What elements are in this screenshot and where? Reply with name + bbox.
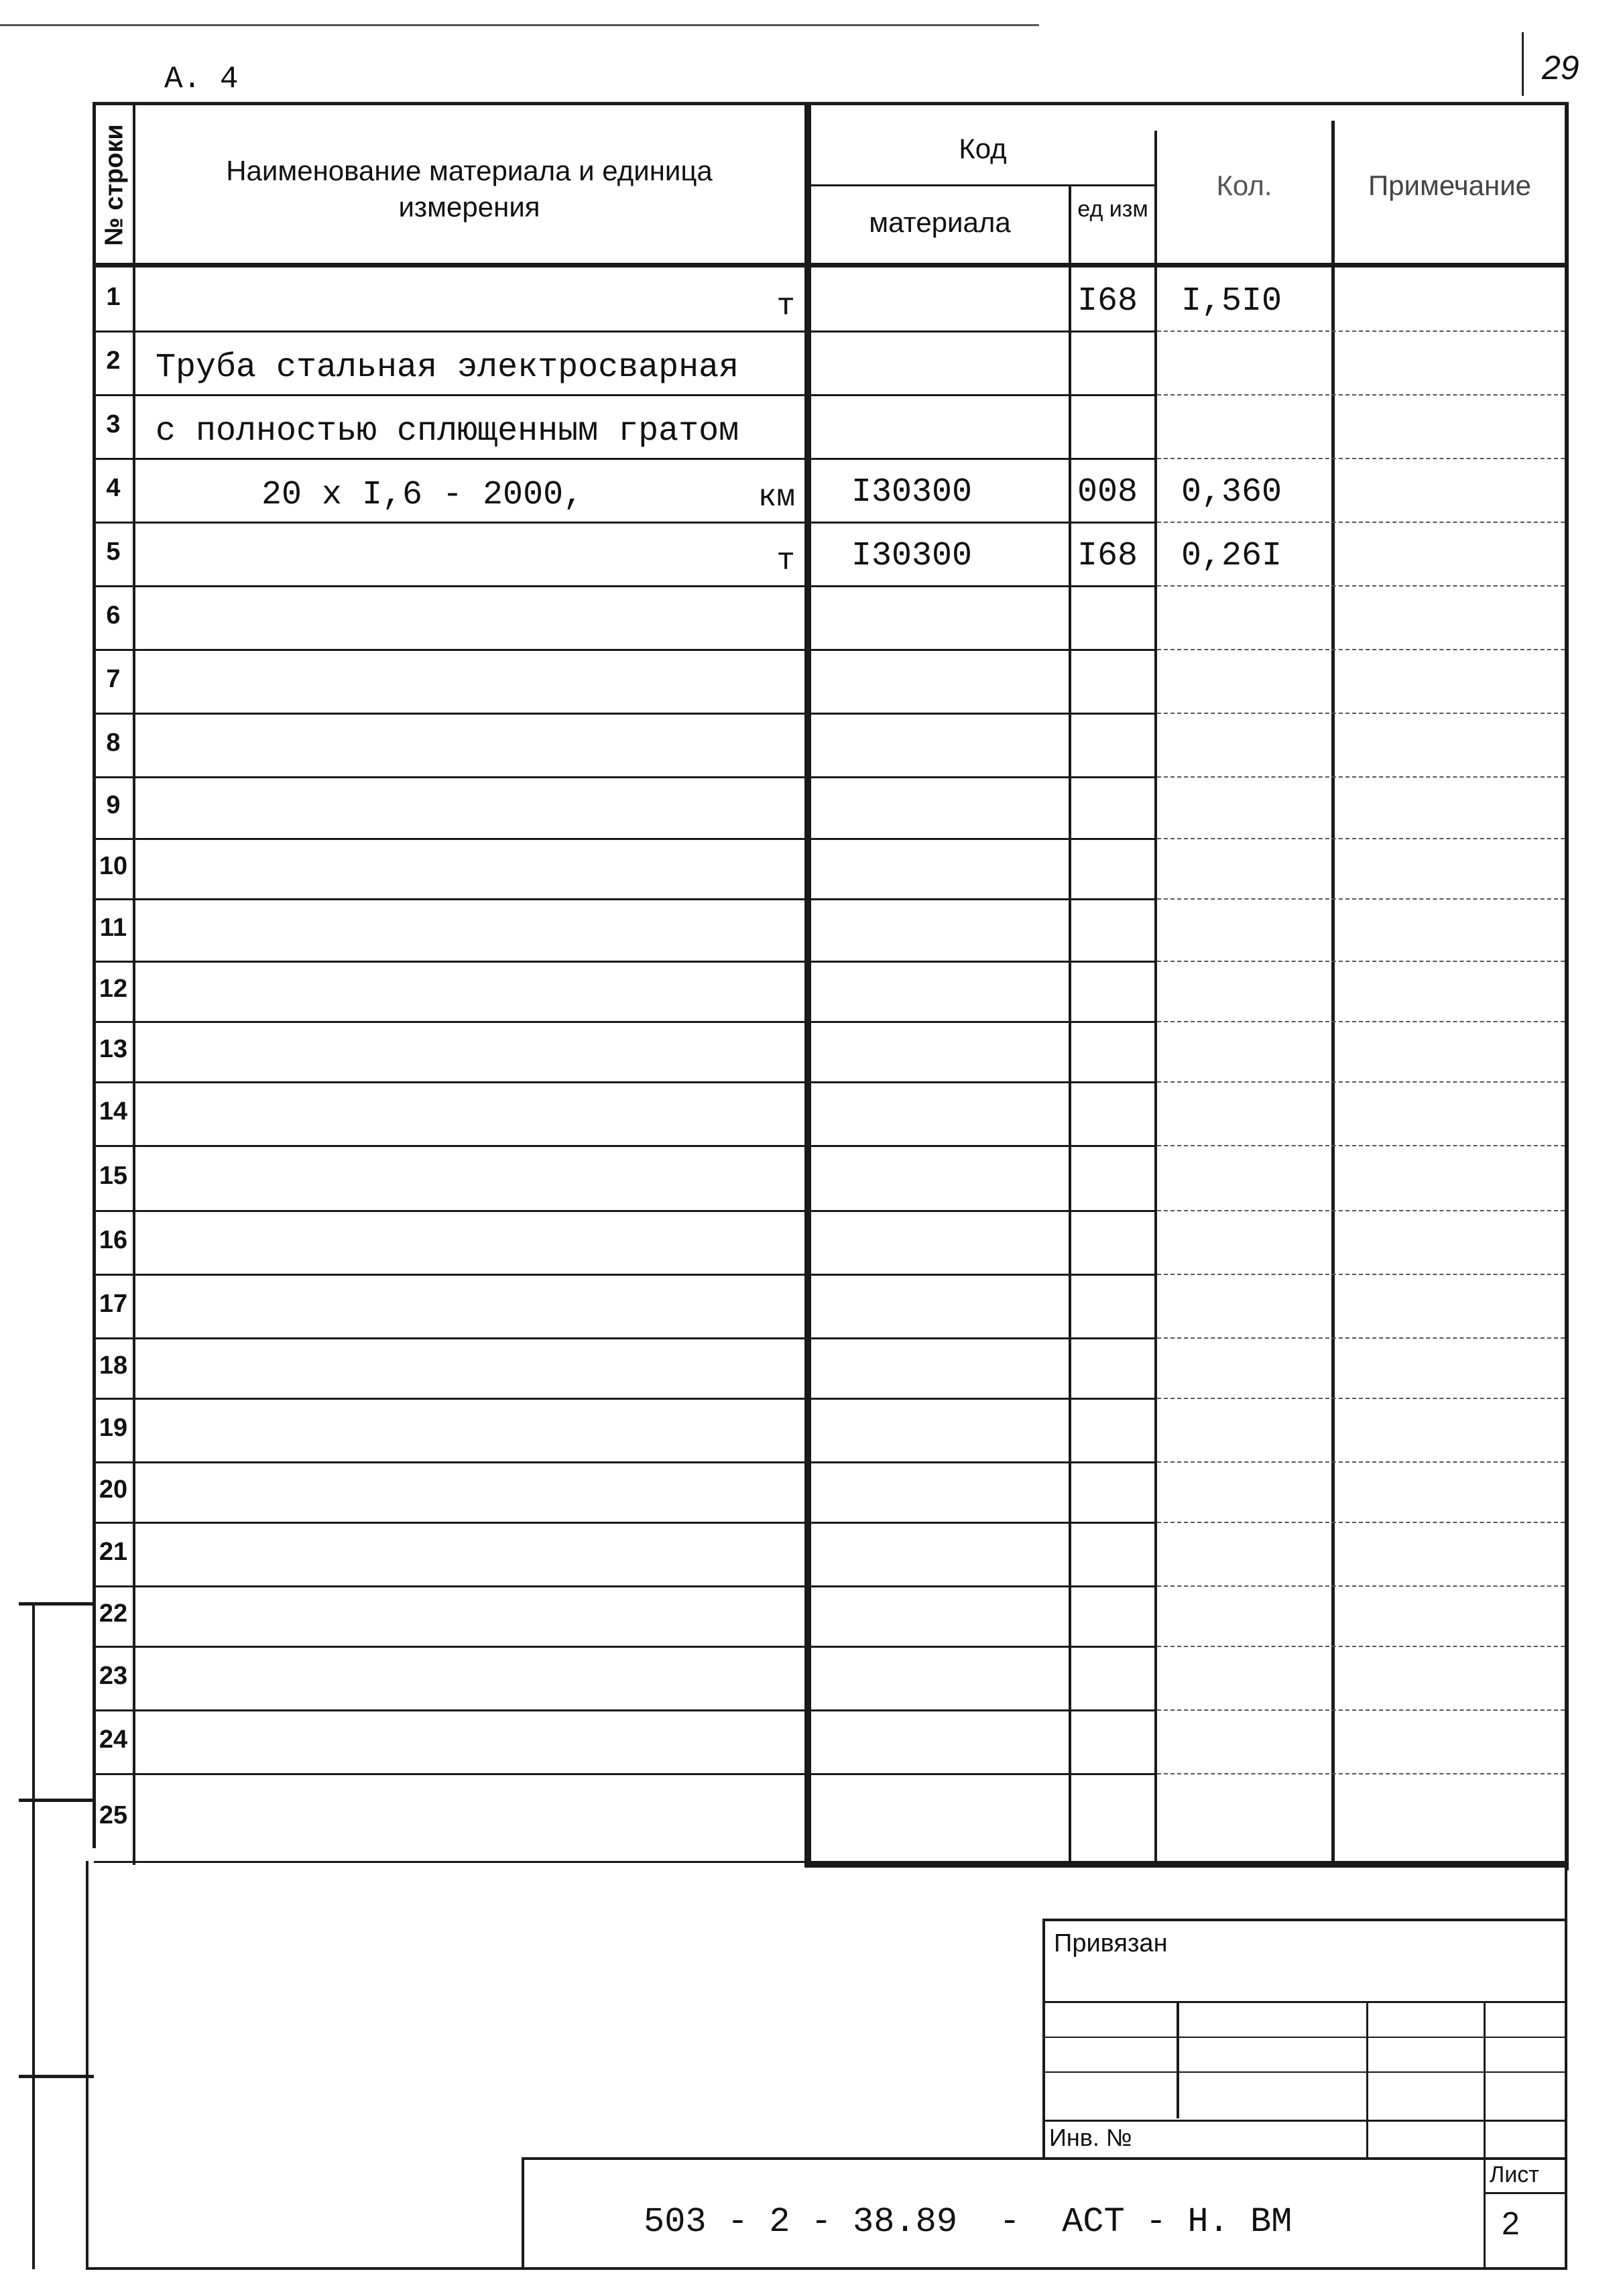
row-number: 20 bbox=[99, 1475, 128, 1504]
row-number: 5 bbox=[106, 537, 121, 566]
rownum-bottom-border bbox=[94, 1861, 806, 1863]
row-divider bbox=[94, 898, 808, 900]
row-divider-dashed bbox=[1157, 1461, 1565, 1463]
row-divider bbox=[811, 1081, 1154, 1083]
code-header: Код bbox=[959, 133, 1007, 164]
row-divider bbox=[811, 1709, 1154, 1711]
row-number: 9 bbox=[106, 791, 121, 819]
row-name: Труба стальная электросварная bbox=[156, 349, 739, 387]
table-bottom-border bbox=[804, 1861, 1569, 1868]
row-number: 19 bbox=[99, 1413, 128, 1442]
row-number: 12 bbox=[99, 975, 128, 1003]
row-divider bbox=[94, 330, 808, 333]
stamp-top-line bbox=[1042, 1919, 1565, 1921]
frame-left-line bbox=[86, 1861, 88, 2270]
row-divider bbox=[94, 394, 808, 396]
row-divider bbox=[94, 776, 808, 778]
row-divider bbox=[811, 1522, 1154, 1524]
code-unit-header: ед изм bbox=[1077, 196, 1148, 222]
stamp-row-line bbox=[1042, 2037, 1565, 2038]
code-unit-divider bbox=[1069, 184, 1071, 1865]
qty-header: Кол. bbox=[1216, 170, 1272, 201]
row-material-code: I30300 bbox=[851, 473, 973, 511]
row-number: 22 bbox=[99, 1599, 128, 1628]
frame-bottom-line bbox=[86, 2267, 1567, 2270]
row-number: 8 bbox=[106, 728, 121, 757]
row-number: 3 bbox=[106, 410, 121, 438]
row-divider bbox=[811, 1646, 1154, 1648]
row-number: 7 bbox=[106, 664, 121, 693]
bound-label: Привязан bbox=[1054, 1929, 1168, 1957]
row-number: 24 bbox=[99, 1725, 128, 1754]
header-bottom-border bbox=[94, 263, 1567, 267]
row-divider-dashed bbox=[1157, 776, 1565, 778]
row-no-header-text: № строки bbox=[100, 124, 128, 246]
row-divider bbox=[94, 838, 808, 840]
stamp-row-line bbox=[1042, 2001, 1565, 2003]
row-divider-dashed bbox=[1157, 1274, 1565, 1275]
row-divider bbox=[811, 1398, 1154, 1400]
page-number: 29 bbox=[1542, 49, 1579, 86]
row-number: 23 bbox=[99, 1661, 128, 1690]
row-divider bbox=[94, 1461, 808, 1463]
row-divider-dashed bbox=[1157, 330, 1565, 332]
row-divider bbox=[94, 1585, 808, 1587]
sheet-number: 2 bbox=[1502, 2206, 1520, 2242]
row-divider bbox=[94, 585, 808, 587]
row-divider bbox=[811, 838, 1154, 840]
row-quantity: I,5I0 bbox=[1181, 282, 1282, 320]
qty-note-divider bbox=[1331, 121, 1335, 1865]
row-divider bbox=[94, 1773, 808, 1775]
row-name-unit: км bbox=[758, 480, 795, 515]
row-number: 21 bbox=[99, 1537, 128, 1566]
code-sub-divider bbox=[811, 184, 1156, 186]
row-divider-dashed bbox=[1157, 1210, 1565, 1211]
row-divider bbox=[811, 1337, 1154, 1339]
row-material-code: I30300 bbox=[851, 537, 973, 575]
row-divider-dashed bbox=[1157, 838, 1565, 839]
row-divider bbox=[94, 458, 808, 460]
row-number: 16 bbox=[99, 1225, 128, 1254]
row-quantity: 0,360 bbox=[1181, 473, 1282, 511]
row-name: т bbox=[776, 289, 795, 324]
row-no-header bbox=[96, 107, 133, 263]
row-divider-dashed bbox=[1157, 1522, 1565, 1523]
row-unit-code: 008 bbox=[1077, 473, 1138, 511]
binding-line-bottom bbox=[19, 2075, 94, 2078]
corner-label: А. 4 bbox=[164, 62, 239, 97]
row-unit-code: I68 bbox=[1077, 537, 1138, 575]
row-number: 1 bbox=[106, 282, 121, 311]
row-name: т bbox=[776, 544, 795, 579]
stamp-col-line bbox=[1484, 2001, 1486, 2269]
row-divider bbox=[94, 522, 808, 524]
unit-qty-divider bbox=[1154, 131, 1157, 1865]
stamp-row-line bbox=[1042, 2120, 1565, 2122]
row-divider bbox=[811, 522, 1154, 524]
stamp-row-line bbox=[1042, 2071, 1565, 2073]
row-name: с полностью сплющенным гратом bbox=[156, 412, 739, 450]
row-divider bbox=[811, 1773, 1154, 1775]
row-divider bbox=[94, 1337, 808, 1339]
stamp-left-line bbox=[1042, 1919, 1045, 2160]
row-divider-dashed bbox=[1157, 713, 1565, 714]
title-top-line bbox=[523, 2157, 1565, 2160]
row-divider-dashed bbox=[1157, 1081, 1565, 1083]
row-divider bbox=[811, 585, 1154, 587]
row-divider-dashed bbox=[1157, 1646, 1565, 1647]
row-divider bbox=[94, 1145, 808, 1147]
row-number: 18 bbox=[99, 1351, 128, 1380]
rownum-divider bbox=[133, 102, 135, 1865]
row-divider-dashed bbox=[1157, 1145, 1565, 1146]
row-divider-dashed bbox=[1157, 1585, 1565, 1587]
row-divider bbox=[811, 961, 1154, 963]
row-divider bbox=[811, 776, 1154, 778]
row-divider-dashed bbox=[1157, 585, 1565, 587]
row-divider-dashed bbox=[1157, 394, 1565, 396]
row-divider bbox=[94, 713, 808, 715]
page-number-mark bbox=[1522, 32, 1524, 96]
row-divider bbox=[94, 1646, 808, 1648]
frame-right-line bbox=[1565, 1868, 1567, 2270]
note-header: Примечание bbox=[1368, 170, 1532, 201]
row-number: 4 bbox=[106, 473, 121, 502]
row-divider bbox=[94, 1709, 808, 1711]
inv-label: Инв. № bbox=[1049, 2124, 1132, 2151]
row-divider-dashed bbox=[1157, 649, 1565, 650]
designation: 503 - 2 - 38.89 - АСТ - Н. ВМ bbox=[644, 2202, 1293, 2242]
row-number: 2 bbox=[106, 346, 121, 375]
name-header: Наименование материала и единица измерения bbox=[226, 155, 713, 223]
row-divider-dashed bbox=[1157, 1709, 1565, 1711]
row-unit-code: I68 bbox=[1077, 282, 1138, 320]
row-divider bbox=[94, 1210, 808, 1212]
row-divider-dashed bbox=[1157, 1021, 1565, 1022]
row-divider bbox=[811, 458, 1154, 460]
row-number: 11 bbox=[99, 913, 127, 942]
row-divider bbox=[94, 961, 808, 963]
title-left-line bbox=[522, 2157, 524, 2269]
row-divider bbox=[811, 394, 1154, 396]
row-number: 15 bbox=[99, 1161, 128, 1190]
row-divider bbox=[811, 1145, 1154, 1147]
row-divider-dashed bbox=[1157, 458, 1565, 459]
table-right-border bbox=[1565, 102, 1569, 1870]
binding-line-top bbox=[19, 1602, 94, 1606]
row-number: 25 bbox=[99, 1801, 128, 1829]
scan-edge-line bbox=[0, 24, 1039, 26]
row-divider bbox=[94, 649, 808, 651]
row-divider-dashed bbox=[1157, 1337, 1565, 1339]
row-number: 10 bbox=[99, 852, 128, 880]
name-col-divider bbox=[804, 102, 811, 1865]
row-divider bbox=[811, 330, 1154, 333]
row-divider-dashed bbox=[1157, 961, 1565, 962]
stamp-col-line bbox=[1177, 2001, 1179, 2118]
row-divider bbox=[811, 898, 1154, 900]
row-divider bbox=[811, 713, 1154, 715]
table-top-border bbox=[94, 102, 1567, 105]
row-divider bbox=[811, 1210, 1154, 1212]
row-divider bbox=[94, 1021, 808, 1023]
row-divider bbox=[811, 1274, 1154, 1276]
row-number: 17 bbox=[99, 1289, 128, 1318]
binding-vertical bbox=[32, 1602, 35, 2269]
row-number: 13 bbox=[99, 1035, 128, 1063]
sheet-label: Лист bbox=[1490, 2162, 1539, 2187]
binding-line-mid bbox=[19, 1799, 94, 1802]
row-divider-dashed bbox=[1157, 898, 1565, 900]
sheet-label-line bbox=[1484, 2192, 1565, 2194]
row-divider bbox=[94, 1522, 808, 1524]
row-divider bbox=[811, 1021, 1154, 1023]
row-divider bbox=[94, 1274, 808, 1276]
stamp-col-line bbox=[1366, 2001, 1368, 2159]
row-quantity: 0,26I bbox=[1181, 537, 1282, 575]
row-divider-dashed bbox=[1157, 1773, 1565, 1774]
row-divider bbox=[811, 1461, 1154, 1463]
row-number: 14 bbox=[99, 1097, 128, 1126]
row-divider bbox=[94, 1081, 808, 1083]
row-divider-dashed bbox=[1157, 522, 1565, 523]
row-divider bbox=[94, 1398, 808, 1400]
row-name: 20 х I,6 - 2000, bbox=[261, 476, 584, 514]
row-divider bbox=[811, 1585, 1154, 1587]
code-material-header: материала bbox=[869, 206, 1011, 238]
row-number: 6 bbox=[106, 601, 121, 629]
row-divider-dashed bbox=[1157, 1398, 1565, 1399]
row-divider bbox=[811, 649, 1154, 651]
